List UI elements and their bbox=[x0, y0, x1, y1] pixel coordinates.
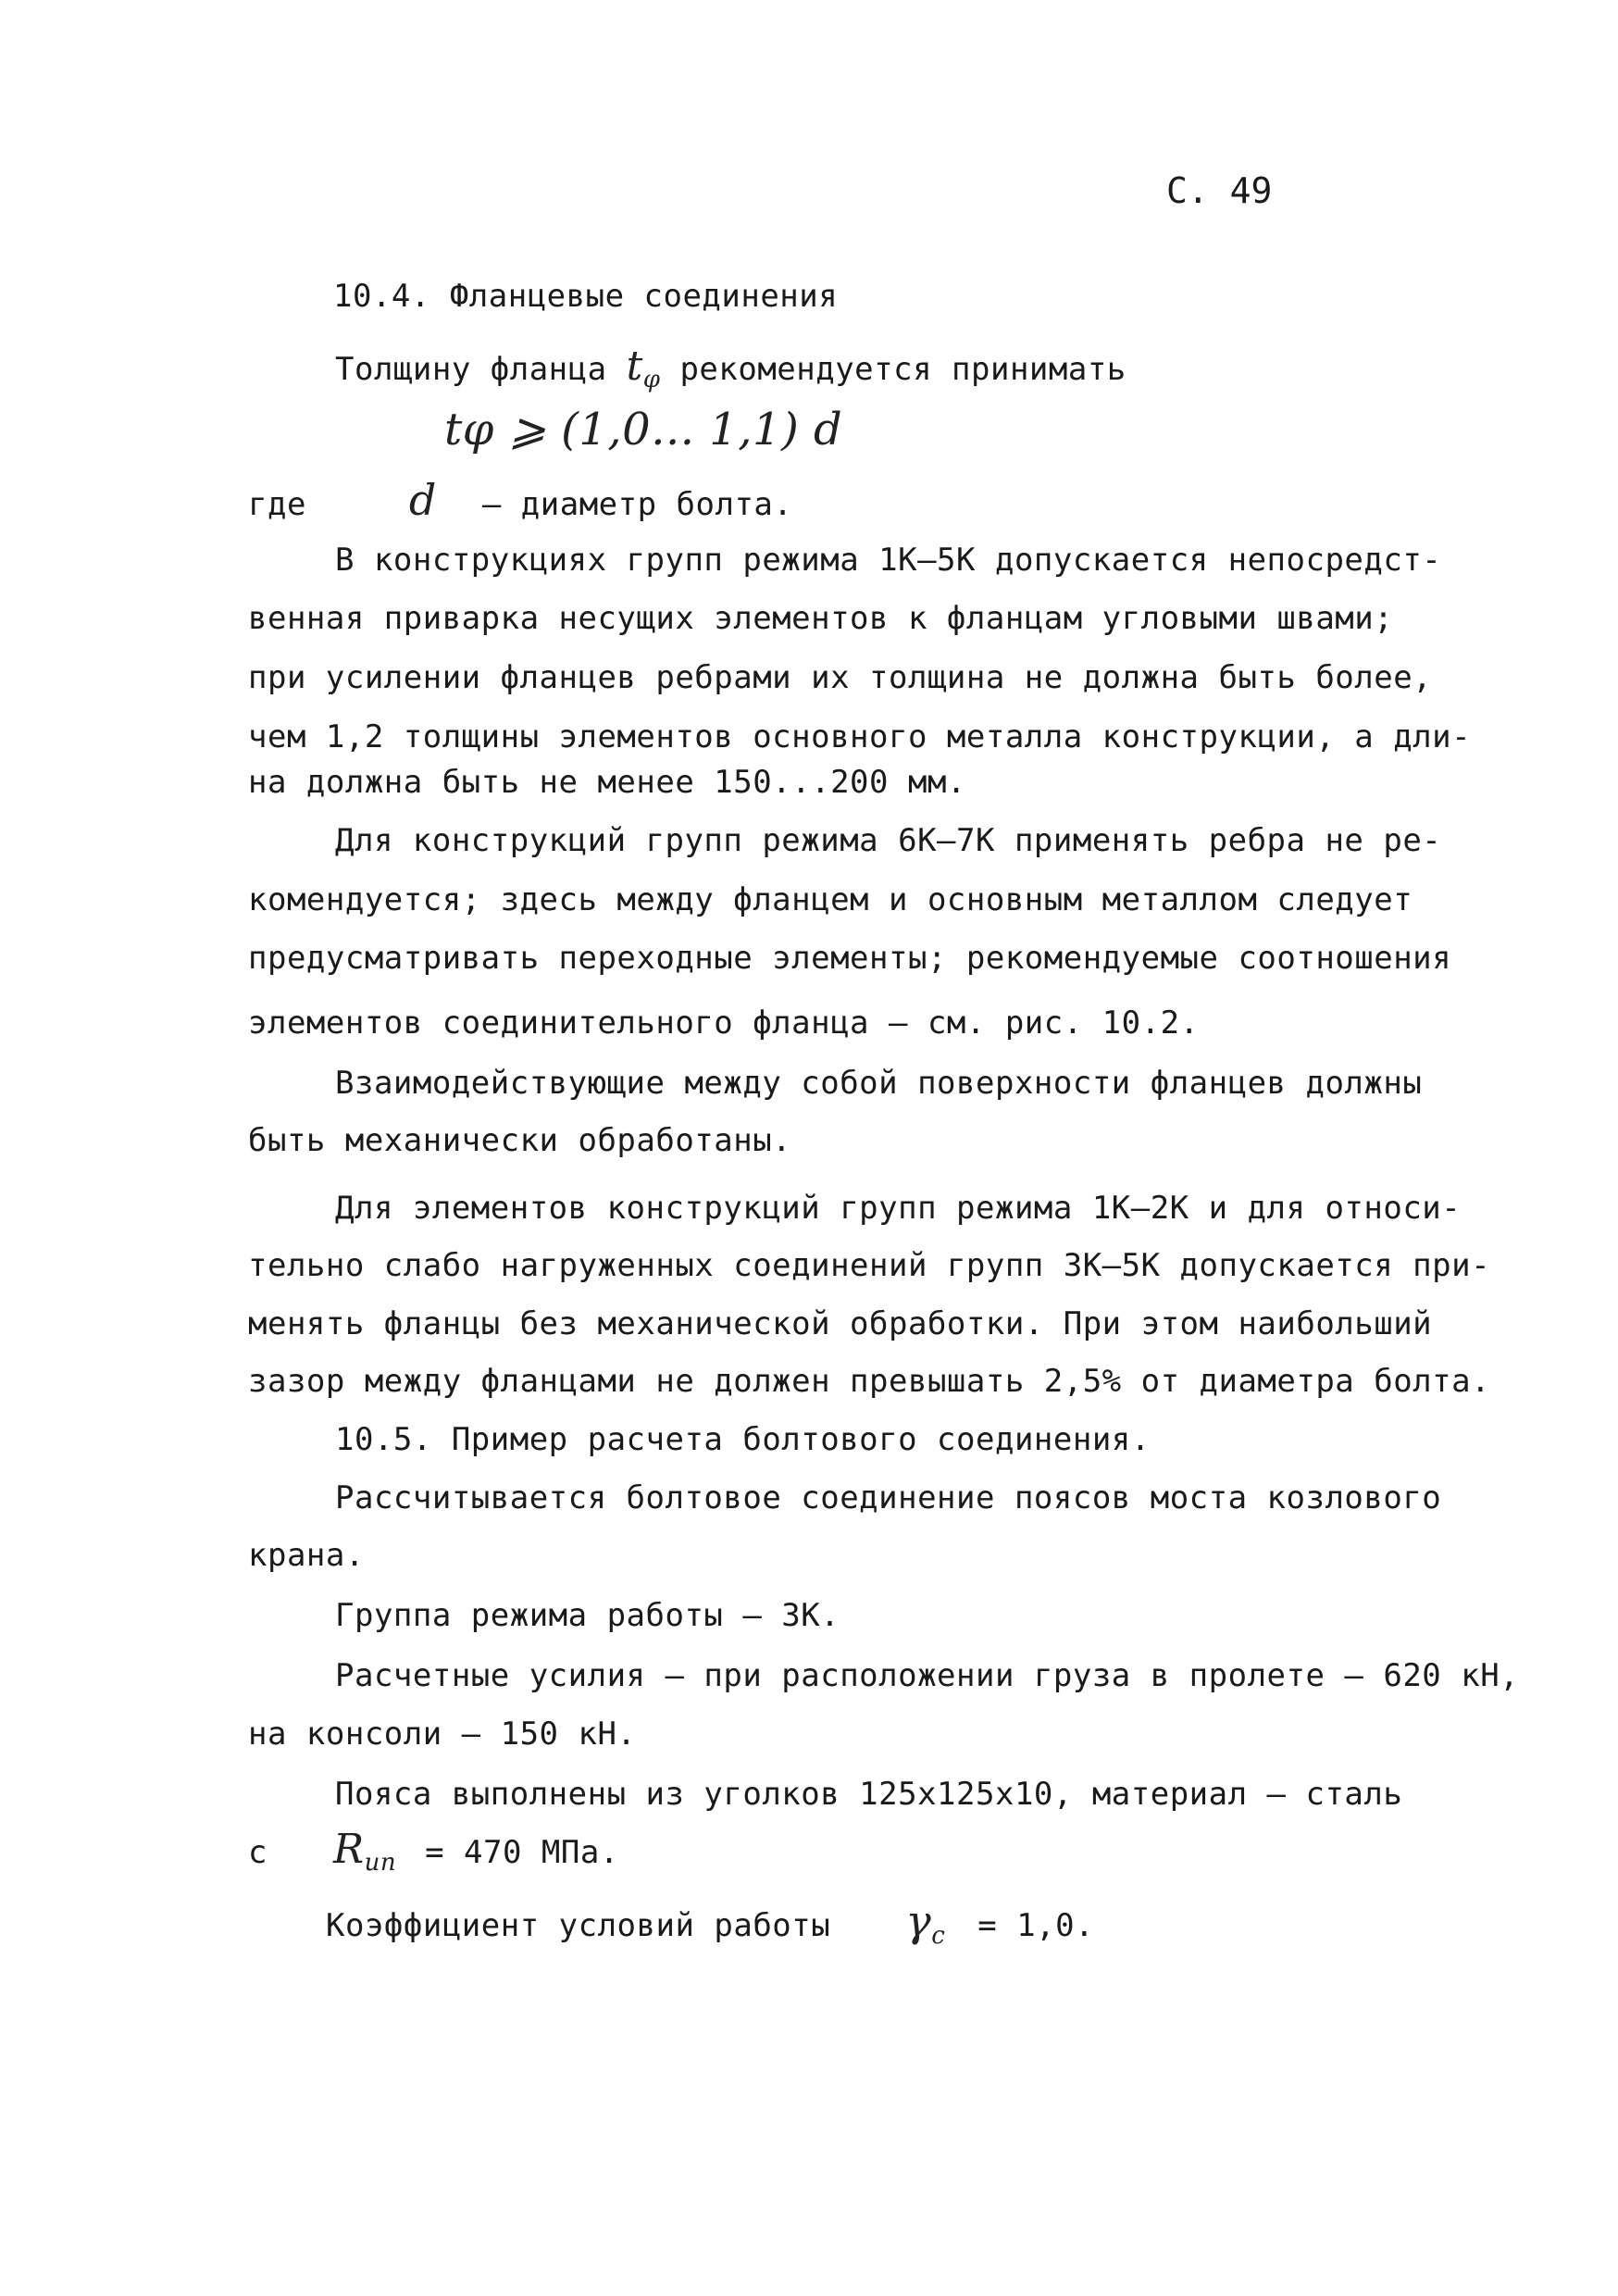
text-line: Пояса выполнены из уголков 125x125x10, материал – сталь bbox=[335, 1776, 1403, 1813]
working-conditions-line bbox=[326, 1896, 1095, 1954]
steel-strength-prefix: с bbox=[248, 1834, 268, 1871]
text-line: Для элементов конструкций групп режима 1К–2К и для относи- bbox=[335, 1190, 1462, 1227]
text-line: В конструкциях групп режима 1К–5К допускается непосредст- bbox=[335, 542, 1442, 579]
text-line: крана. bbox=[248, 1537, 365, 1574]
where-symbol: d bbox=[408, 475, 437, 525]
text-line: на должна быть не менее 150...200 мм. bbox=[248, 764, 966, 801]
text-line: быть механически обработаны. bbox=[248, 1122, 792, 1159]
section-10-5-heading: 10.5. Пример расчета болтового соединения. bbox=[335, 1421, 1151, 1458]
text-line: венная приварка несущих элементов к фланцам угловыми швами; bbox=[248, 600, 1394, 637]
page-number: С. 49 bbox=[1166, 170, 1273, 211]
section-10-4-heading: 10.4. Фланцевые соединения bbox=[333, 278, 839, 315]
working-conditions-symbol: $\gamma_c$ bbox=[905, 1896, 946, 1950]
steel-strength-line bbox=[248, 1826, 619, 1881]
where-line bbox=[248, 475, 793, 525]
working-conditions-value: = 1,0. bbox=[977, 1907, 1095, 1944]
text-line: при усилении фланцев ребрами их толщина не должна быть более, bbox=[248, 659, 1433, 696]
where-word: где bbox=[248, 486, 306, 523]
text-line: зазор между фланцами не должен превышать 2,5% от диаметра болта. bbox=[248, 1363, 1491, 1400]
text-line: элементов соединительного фланца – см. рис. 10.2. bbox=[248, 1004, 1200, 1042]
flange-thickness-intro-post: рекомендуется принимать bbox=[679, 351, 1126, 388]
steel-strength-value: = 470 МПа. bbox=[425, 1834, 619, 1871]
flange-thickness-symbol: $t_\varphi$ bbox=[626, 343, 661, 393]
text-line: Группа режима работы – 3К. bbox=[335, 1597, 840, 1634]
formula-flange-thickness: tφ ⩾ (1,0... 1,1) d bbox=[444, 404, 843, 455]
steel-strength-symbol: $R_{un}$ bbox=[332, 1826, 397, 1877]
where-text: – диаметр болта. bbox=[481, 486, 793, 523]
text-line: чем 1,2 толщины элементов основного металла конструкции, а дли- bbox=[248, 718, 1472, 755]
flange-thickness-intro bbox=[335, 343, 1126, 398]
text-line: Взаимодействующие между собой поверхности фланцев должны bbox=[335, 1065, 1423, 1102]
text-line: тельно слабо нагруженных соединений групп 3К–5К допускается при- bbox=[248, 1247, 1491, 1284]
text-line: на консоли – 150 кН. bbox=[248, 1716, 637, 1753]
text-line: Рассчитывается болтовое соединение поясов моста козлового bbox=[335, 1479, 1442, 1516]
working-conditions-text: Коэффициент условий работы bbox=[326, 1907, 831, 1944]
text-line: менять фланцы без механической обработки. При этом наибольший bbox=[248, 1305, 1433, 1342]
text-line: Для конструкций групп режима 6К–7К применять ребра не ре- bbox=[335, 822, 1442, 859]
flange-thickness-intro-pre: Толщину фланца bbox=[335, 351, 607, 388]
text-line: предусматривать переходные элементы; рекомендуемые соотношения bbox=[248, 940, 1452, 977]
text-line: комендуется; здесь между фланцем и основным металлом следует bbox=[248, 881, 1413, 918]
text-line: Расчетные усилия – при расположении груза в пролете – 620 кН, bbox=[335, 1657, 1520, 1694]
